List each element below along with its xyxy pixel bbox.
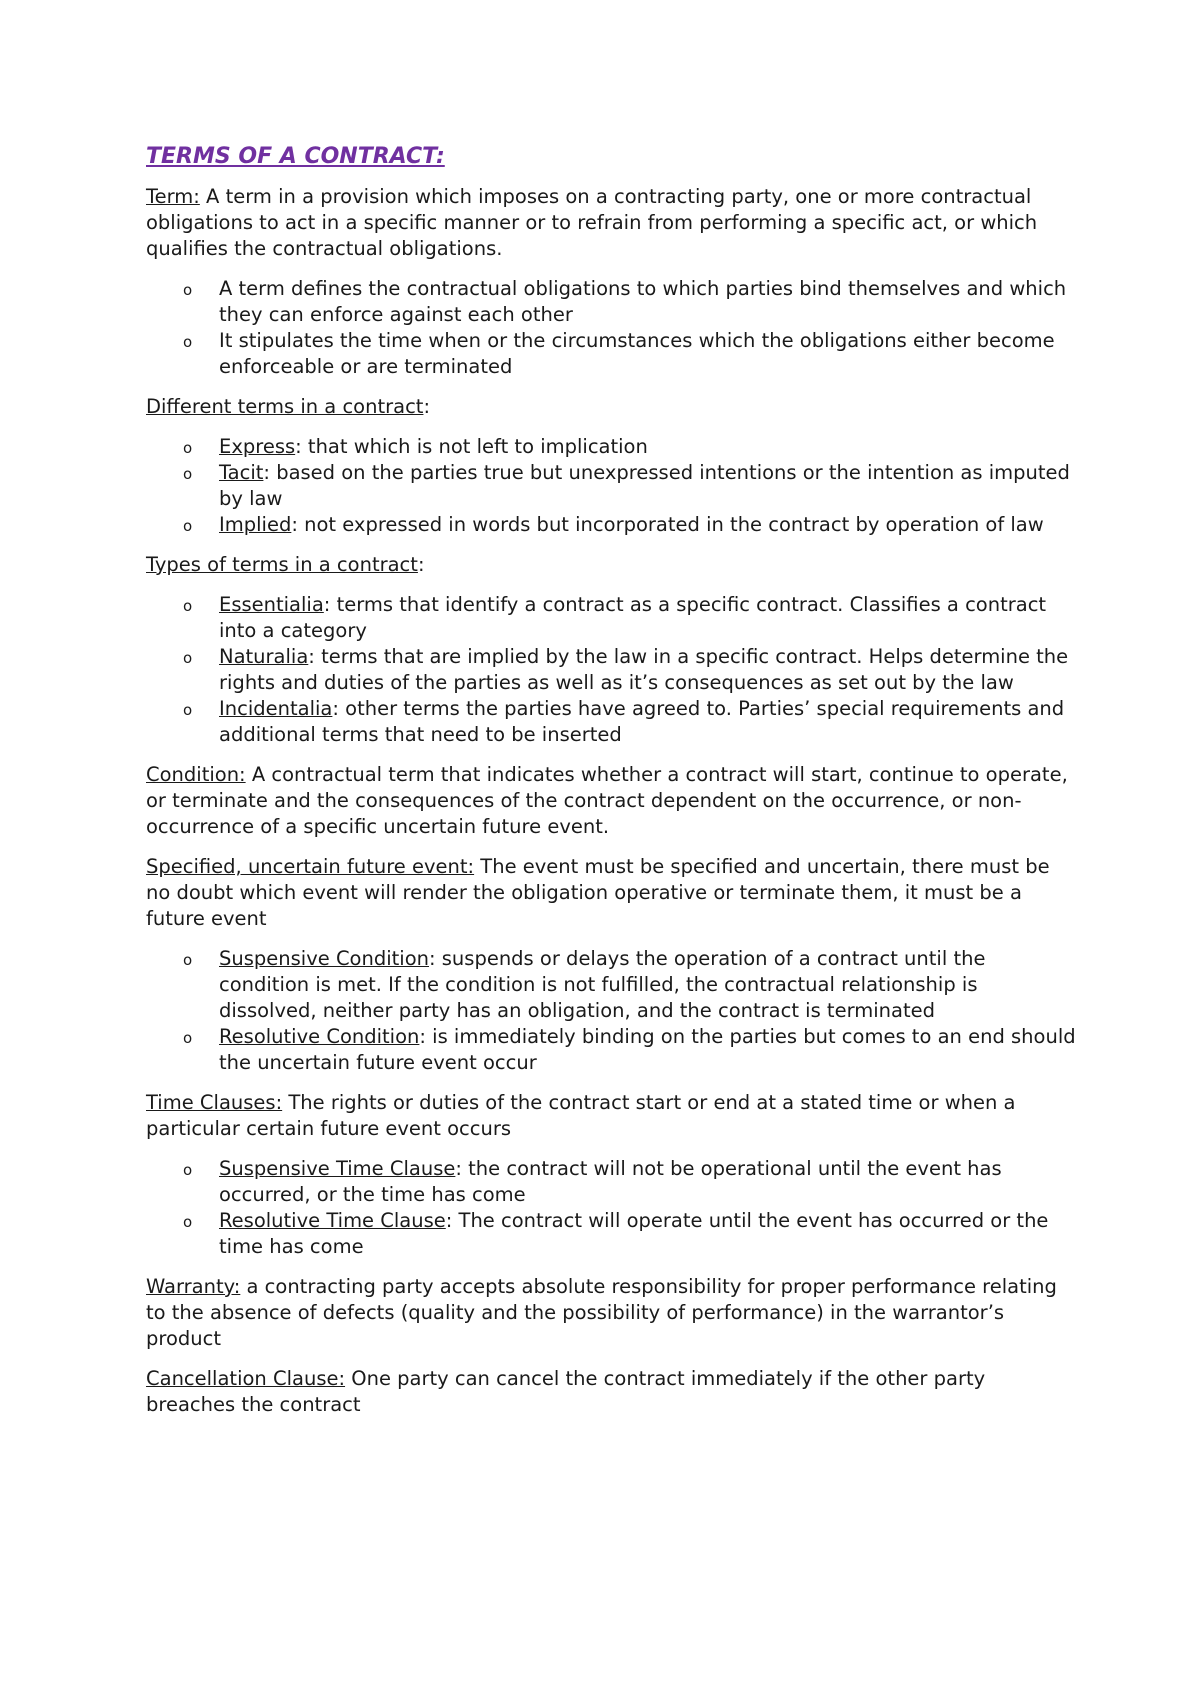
list-item-text: : that which is not left to implication [295,435,648,458]
section-text: A contractual term that indicates whether a contract will start, continue to operate, or terminate and the consequences of the contract dependent on the occurrence, or non-occurrence of a specific uncertain future event. [146,763,1068,838]
document-page [146,142,1076,1432]
bullet-list [146,592,1076,748]
list-item-text: : not expressed in words but incorporated in the contract by operation of law [291,513,1044,536]
list-item-text: : is immediately binding on the parties but comes to an end should the uncertain future event occur [219,1025,1076,1074]
list-item [146,946,1076,1024]
list-item [146,328,1076,380]
bullet-icon: o [183,649,193,667]
list-item [146,1208,1076,1260]
section-heading: Term: [146,185,200,208]
section-paragraph [146,184,1076,262]
list-item-text: A term defines the contractual obligations to which parties bind themselves and which they can enforce against each other [219,277,1067,326]
section-text: The event must be specified and uncertain, there must be no doubt which event will render the obligation operative or terminate them, it must be a future event [146,855,1050,930]
section-text: The rights or duties of the contract start or end at a stated time or when a particular certain future event occurs [146,1091,1016,1140]
list-item [146,1024,1076,1076]
list-item-label: Resolutive Condition [219,1025,420,1048]
section-heading: Specified, uncertain future event: [146,855,475,878]
list-item-text: It stipulates the time when or the circumstances which the obligations either become enforceable or are terminated [219,329,1055,378]
list-item-text: : terms that are implied by the law in a specific contract. Helps determine the rights and duties of the parties as well as it’s consequences as set out by the law [219,645,1069,694]
list-item-text: : other terms the parties have agreed to. Parties’ special requirements and additional terms that need to be inserted [219,697,1065,746]
page-title: TERMS OF A CONTRACT: [146,144,445,169]
bullet-icon: o [183,597,193,615]
list-item [146,592,1076,644]
section-text: : [417,553,425,576]
section-heading: Types of terms in a contract [146,553,418,576]
bullet-icon: o [183,333,193,351]
list-item-label: Naturalia [219,645,309,668]
section-text: One party can cancel the contract immediately if the other party breaches the contract [146,1367,986,1416]
list-item [146,512,1076,538]
list-item-label: Essentialia [219,593,324,616]
bullet-icon: o [183,701,193,719]
bullet-list [146,946,1076,1076]
bullet-list [146,1156,1076,1260]
bullet-list [146,276,1076,380]
list-item [146,434,1076,460]
list-item [146,276,1076,328]
list-item-text: : suspends or delays the operation of a contract until the condition is met. If the condition is not fulfilled, the contractual relationship is dissolved, neither party has an obligation, and the contract is terminated [219,947,986,1022]
section-paragraph [146,762,1076,840]
list-item-text: : the contract will not be operational until the event has occurred, or the time has come [219,1157,1002,1206]
bullet-icon: o [183,951,193,969]
section-heading: Warranty: [146,1275,241,1298]
list-item-label: Incidentalia [219,697,333,720]
section-text: a contracting party accepts absolute responsibility for proper performance relating to the absence of defects (quality and the possibility of performance) in the warrantor’s product [146,1275,1057,1350]
list-item [146,644,1076,696]
section-heading: Condition: [146,763,246,786]
list-item-text: : The contract will operate until the event has occurred or the time has come [219,1209,1049,1258]
list-item-text: : based on the parties true but unexpressed intentions or the intention as imputed by law [219,461,1070,510]
section-heading: Different terms in a contract [146,395,424,418]
list-item-label: Resolutive Time Clause [219,1209,446,1232]
list-item-text: : terms that identify a contract as a specific contract. Classifies a contract into a category [219,593,1047,642]
bullet-icon: o [183,465,193,483]
bullet-icon: o [183,281,193,299]
list-item-label: Express [219,435,296,458]
section-heading: Time Clauses: [146,1091,283,1114]
section-paragraph [146,1366,1076,1418]
section-text: : [423,395,431,418]
section-paragraph [146,552,1076,578]
section-paragraph [146,1274,1076,1352]
bullet-list [146,434,1076,538]
section-paragraph [146,854,1076,932]
list-item [146,460,1076,512]
bullet-icon: o [183,1161,193,1179]
list-item-label: Implied [219,513,292,536]
list-item-label: Tacit [219,461,264,484]
list-item [146,696,1076,748]
list-item-label: Suspensive Time Clause [219,1157,456,1180]
bullet-icon: o [183,1213,193,1231]
bullet-icon: o [183,439,193,457]
bullet-icon: o [183,1029,193,1047]
list-item [146,1156,1076,1208]
section-text: A term in a provision which imposes on a contracting party, one or more contractual obligations to act in a specific manner or to refrain from performing a specific act, or which qualifies the contractual obligations. [146,185,1038,260]
bullet-icon: o [183,517,193,535]
list-item-label: Suspensive Condition [219,947,429,970]
section-heading: Cancellation Clause: [146,1367,346,1390]
document-body [146,184,1076,1418]
section-paragraph [146,394,1076,420]
section-paragraph [146,1090,1076,1142]
